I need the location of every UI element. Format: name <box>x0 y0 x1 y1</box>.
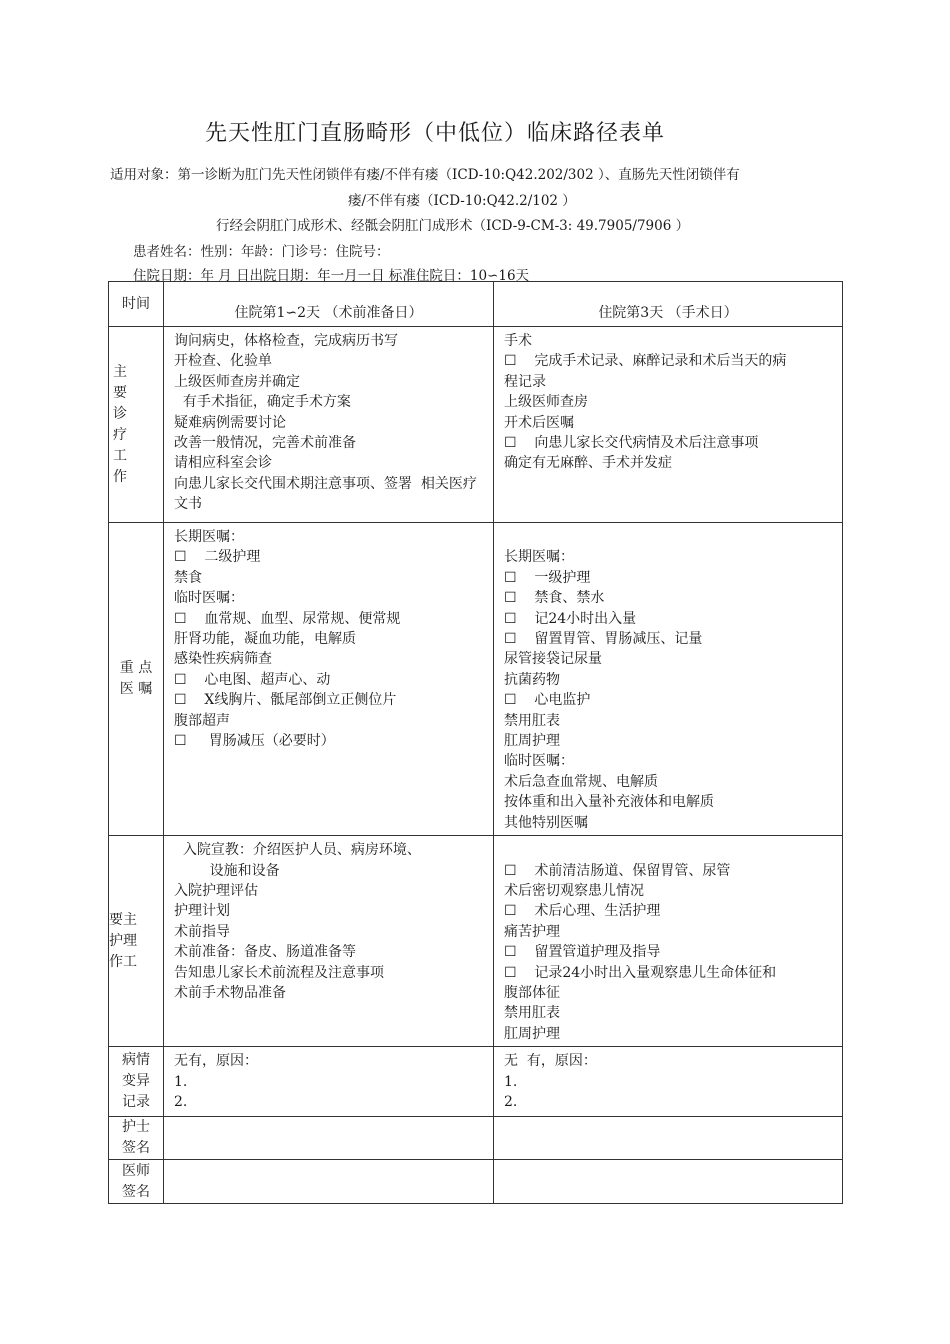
list-item: 上级医师查房 <box>504 394 588 411</box>
list-item: 其他特别医嘱 <box>504 814 588 831</box>
nurse-signature-day1-cell[interactable] <box>164 1117 494 1160</box>
list-item: 有手术指征，确定手术方案 <box>174 394 351 411</box>
table-row <box>109 836 843 1047</box>
list-item: 开检查、化验单 <box>174 353 272 370</box>
list-item: ☐ 完成手术记录、麻醉记录和术后当天的病 <box>504 353 787 370</box>
table-row <box>109 523 843 836</box>
list-item: 按体重和出入量补充液体和电解质 <box>504 794 714 811</box>
list-item: 向患儿家长交代围术期注意事项、签署 相关医疗 <box>174 475 477 492</box>
row-label-nurse-signature <box>109 1117 164 1160</box>
list-item: 禁用肛表 <box>504 1005 560 1022</box>
variation-day3-cell[interactable] <box>494 1047 843 1117</box>
clinical-pathway-table <box>108 281 843 1204</box>
row-label-nursing <box>109 836 164 1047</box>
list-item: ☐ 二级护理 <box>174 549 261 566</box>
day1-header: 住院第1∽2天 （术前准备日） <box>164 282 494 327</box>
list-item: 肝肾功能，凝血功能，电解质 <box>174 631 356 648</box>
table-row <box>109 1160 843 1204</box>
list-item: 护理计划 <box>174 903 230 920</box>
list-item: 无有，原因： <box>174 1053 258 1070</box>
nurse-signature-day3-cell[interactable] <box>494 1117 843 1160</box>
list-item: 腹部体征 <box>504 984 560 1001</box>
list-item: 文书 <box>174 496 202 513</box>
list-item: 上级医师查房并确定 <box>174 373 300 390</box>
row-label-variation <box>109 1047 164 1117</box>
list-item: ☐ 记录24小时出入量观察患儿生命体征和 <box>504 964 777 981</box>
nursing-day3-cell <box>494 836 843 1047</box>
patient-info-line: 患者姓名：性别：年龄：门诊号：住院号： <box>133 244 390 260</box>
list-item <box>504 840 836 860</box>
row-label: 主 要 诊 疗 工 作 <box>113 363 127 485</box>
list-item: 术前准备：备皮、肠道准备等 <box>174 944 356 961</box>
list-item: 询问病史，体格检查，完成病历书写 <box>174 333 398 349</box>
list-item: 入院护理评估 <box>174 882 258 899</box>
list-item: 尿管接袋记尿量 <box>504 651 602 668</box>
header-row <box>109 282 843 327</box>
admission-dates-line: 住院日期：年 月 日出院日期：年一月一日 标准住院日：10∽16天 <box>133 268 530 284</box>
list-item: ☐ 术后心理、生活护理 <box>504 903 661 920</box>
day3-header: 住院第3天 （手术日） <box>494 282 843 327</box>
list-item: 设施和设备 <box>174 862 280 879</box>
list-item: 肛周护理 <box>504 1025 560 1042</box>
row-label: 病情 变异 记录 <box>122 1052 150 1111</box>
diagnosis-day3-cell <box>494 327 843 523</box>
list-item: 程记录 <box>504 373 546 390</box>
list-item: ☐ 术前清洁肠道、保留胃管、尿管 <box>504 862 731 879</box>
list-item: 长期医嘱： <box>504 549 574 566</box>
list-item: 手术 <box>504 333 532 349</box>
list-item: ☐ X线胸片、骶尾部倒立正侧位片 <box>174 692 397 709</box>
scope-line-1: 适用对象：第一诊断为肛门先天性闭锁伴有瘘/不伴有瘘（ICD-10:Q42.202/302 ）、直肠先天性闭锁伴有 <box>110 167 740 183</box>
doctor-signature-day3-cell[interactable] <box>494 1160 843 1204</box>
table-row <box>109 1047 843 1117</box>
list-item: ☐ 记24小时出入量 <box>504 610 637 627</box>
list-item: 临时医嘱： <box>174 590 244 607</box>
list-item: 术后密切观察患儿情况 <box>504 882 644 899</box>
variation-day1-cell[interactable] <box>164 1047 494 1117</box>
list-item <box>504 527 836 547</box>
list-item: ☐ 向患儿家长交代病情及术后注意事项 <box>504 435 759 452</box>
nursing-day1-cell <box>164 836 494 1047</box>
list-item: 术前手术物品准备 <box>174 984 286 1001</box>
list-item: 痛苦护理 <box>504 923 560 940</box>
list-item: 请相应科室会诊 <box>174 455 272 472</box>
time-header: 时间 <box>109 282 164 327</box>
orders-day3-cell <box>494 523 843 836</box>
list-item: 临时医嘱： <box>504 753 574 770</box>
list-item: 1. <box>504 1073 518 1090</box>
list-item: 禁用肛表 <box>504 712 560 729</box>
list-item: 腹部超声 <box>174 712 230 729</box>
list-item: 2. <box>174 1093 188 1110</box>
list-item: 确定有无麻醉、手术并发症 <box>504 455 672 472</box>
list-item: ☐ 心电图、超声心、动 <box>174 671 331 688</box>
orders-day1-cell <box>164 523 494 836</box>
list-item: ☐ 血常规、血型、尿常规、便常规 <box>174 610 401 627</box>
list-item: 2. <box>504 1093 518 1110</box>
list-item: 开术后医嘱 <box>504 414 574 431</box>
list-item: 抗菌药物 <box>504 671 560 688</box>
list-item: ☐ 一级护理 <box>504 569 591 586</box>
list-item: 疑难病例需要讨论 <box>174 414 286 431</box>
list-item: 无 有，原因： <box>504 1053 597 1070</box>
list-item: ☐ 心电监护 <box>504 692 591 709</box>
list-item: 长期医嘱： <box>174 529 244 545</box>
list-item: 入院宣教：介绍医护人员、病房环境、 <box>174 842 421 859</box>
list-item: 禁食 <box>174 569 202 586</box>
list-item: 感染性疾病筛查 <box>174 651 272 668</box>
row-label: 护士 签名 <box>122 1119 150 1157</box>
row-label: 重 点 医 嘱 <box>119 660 153 698</box>
row-label-orders <box>109 523 164 836</box>
list-item: 肛周护理 <box>504 733 560 750</box>
list-item: 术前指导 <box>174 923 230 940</box>
list-item: 术后急查血常规、电解质 <box>504 773 658 790</box>
diagnosis-day1-cell <box>164 327 494 523</box>
list-item: ☐ 胃肠减压（必要时） <box>174 733 335 750</box>
row-label: 医师 签名 <box>122 1162 150 1200</box>
procedure-line: 行经会阴肛门成形术、经骶会阴肛门成形术（ICD-9-CM-3: 49.7905/7906 ） <box>216 218 690 234</box>
page-title: 先天性肛门直肠畸形（中低位）临床路径表单 <box>204 121 665 146</box>
list-item: ☐ 留置管道护理及指导 <box>504 944 661 961</box>
table-row <box>109 327 843 523</box>
list-item: 1. <box>174 1073 188 1090</box>
doctor-signature-day1-cell[interactable] <box>164 1160 494 1204</box>
row-label: 要主 护理 作工 <box>109 911 137 970</box>
row-label-diagnosis <box>109 327 164 523</box>
list-item: ☐ 留置胃管、胃肠减压、记量 <box>504 631 703 648</box>
list-item: 改善一般情况，完善术前准备 <box>174 435 356 452</box>
table-row <box>109 1117 843 1160</box>
scope-line-2: 瘘/不伴有瘘（ICD-10:Q42.2/102 ） <box>348 193 576 209</box>
row-label-doctor-signature <box>109 1160 164 1204</box>
list-item: ☐ 禁食、禁水 <box>504 590 605 607</box>
list-item: 告知患儿家长术前流程及注意事项 <box>174 964 384 981</box>
